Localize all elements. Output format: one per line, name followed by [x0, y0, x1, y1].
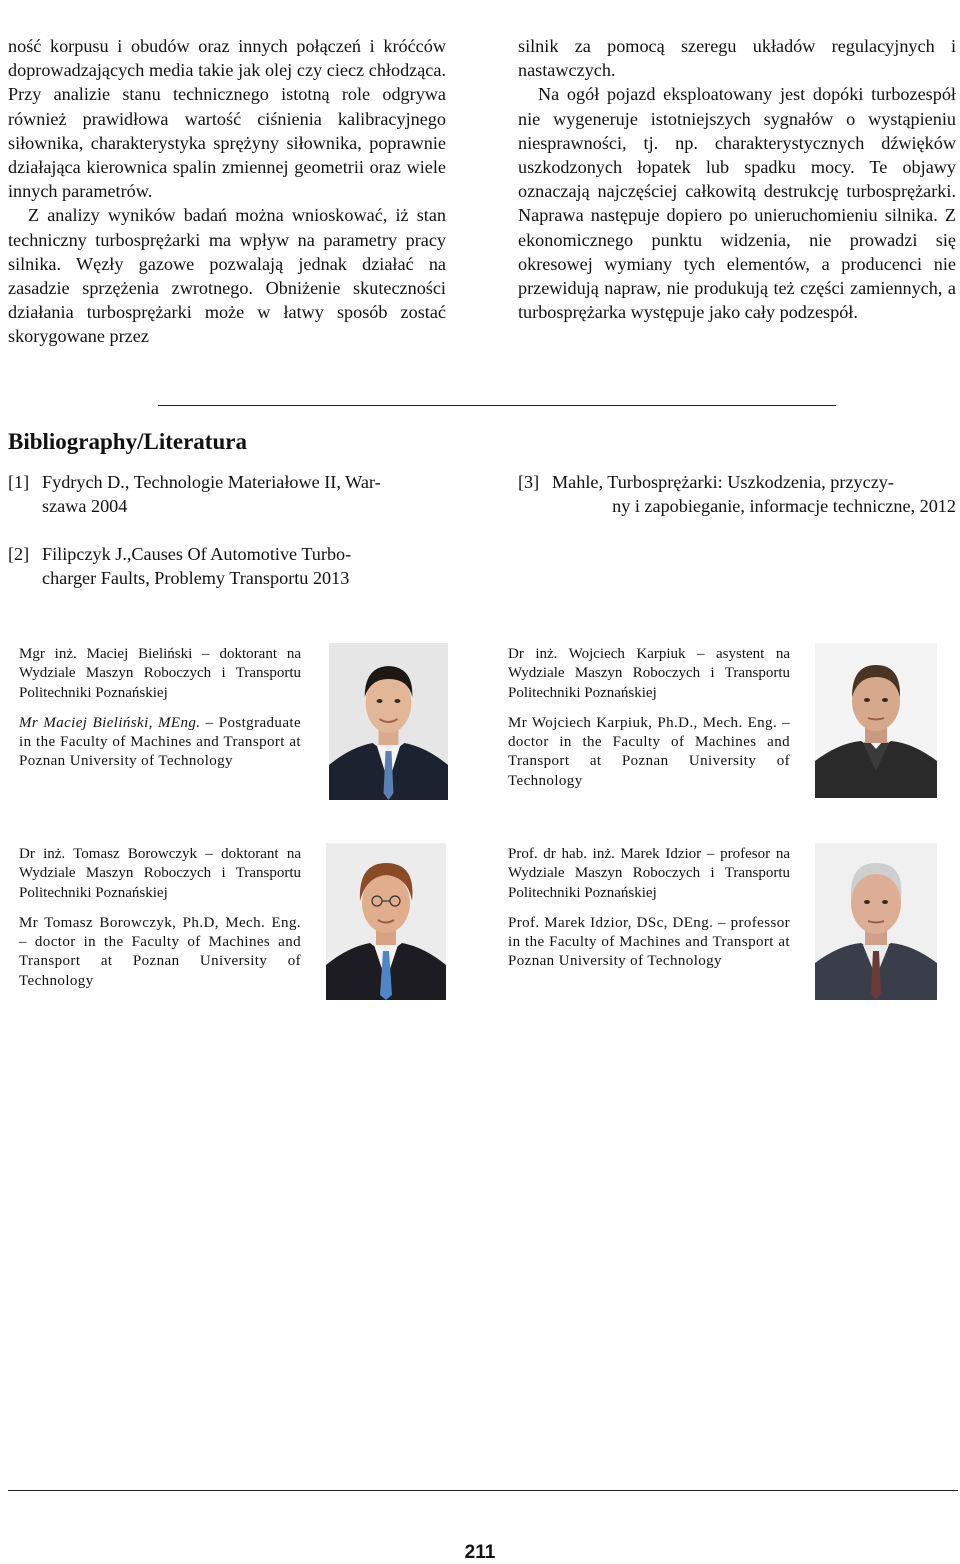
author-bio	[19, 645, 301, 772]
author-bio-english	[19, 714, 301, 772]
author-bio-polish: Mgr inż. Maciej Bieliński – doktorant na Wydziale Maszyn Roboczych i Transportu Politechniki Poznańskiej	[19, 646, 301, 701]
author-photo	[815, 643, 937, 798]
body-paragraph: ność korpusu i obudów oraz innych połączeń i króćców doprowadzających media takie jak olej czy ciecz chłodząca. Przy analizie stanu technicznego istotną role odgrywa również prawidłowa wartość ciśnienia kalibracyjnego siłownika, charakterystyka sprężyny siłownika, poprawnie działająca kierownica spalin zmiennej geometrii oraz wiele innych parametrów.	[8, 36, 446, 202]
bibliography-heading: Bibliography/Literatura	[8, 429, 247, 454]
author-bio-polish: Prof. dr hab. inż. Marek Idzior – profesor na Wydziale Maszyn Roboczych i Transportu Politechniki Poznańskiej	[508, 846, 790, 901]
body-paragraph: silnik za pomocą szeregu układów regulacyjnych i nastawczych.	[518, 36, 956, 81]
reference-text: Mahle, Turbosprężarki: Uszkodzenia, przyczy-	[552, 472, 894, 492]
reference-text: Filipczyk J.,Causes Of Automotive Turbo-	[42, 544, 352, 564]
author-bio-english	[508, 714, 790, 791]
author-bio-polish: Dr inż. Wojciech Karpiuk – asystent na Wydziale Maszyn Roboczych i Transportu Politechniki Poznańskiej	[508, 646, 790, 701]
body-paragraph: Na ogół pojazd eksploatowany jest dopóki turbozespół nie wygeneruje istotniejszych sygnałów o wystąpieniu niesprawności, tj. np. charakterystycznych dźwięków uszkodzonych łopatek lub spadku mocy. Te objawy oznaczają najczęściej całkowitą destrukcję turbosprężarki. Naprawa następuje dopiero po unieruchomieniu silnika. Z ekonomicznego punktu widzenia, nie prowadzi się okresowej wymiany tych elementów, a producenci nie przewidują napraw, nie produkują też części zamiennych, a turbosprężarka występuje jako cały podzespół.	[518, 84, 956, 323]
author-photo	[815, 843, 937, 1000]
reference-text: Fydrych D., Technologie Materiałowe II, War-	[42, 472, 381, 492]
author-photo	[329, 643, 448, 800]
author-bio-english	[508, 914, 790, 972]
author-bio-english-text: Prof. Marek Idzior, DSc, DEng. – professor in the Faculty of Machines and Transport at Poznan University of Technology	[508, 914, 790, 970]
body-paragraph: Z analizy wyników badań można wnioskować, iż stan techniczny turbosprężarki ma wpływ na parametry pracy silnika. Węzły gazowe pozwalają jednak działać na zasadzie sprzężenia zwrotnego. Obniżenie skuteczności działania turbosprężarki może w łatwy sposób zostać skorygowane przez	[8, 205, 446, 347]
author-bio-english-text: Mr Tomasz Borowczyk, Ph.D, Mech. Eng. – doctor in the Faculty of Machines and Transport at Poznan University of Technology	[19, 914, 301, 989]
reference-item	[8, 470, 448, 518]
reference-text-continued: charger Faults, Problemy Transportu 2013	[42, 568, 350, 589]
author-name-english: Mr Maciej Bieliński, MEng.	[19, 714, 201, 731]
reference-number: [1]	[8, 472, 30, 492]
footer-divider	[8, 1490, 958, 1491]
left-text-column	[8, 34, 446, 349]
author-bio	[19, 845, 301, 991]
reference-text-continued: szawa 2004	[42, 496, 128, 517]
reference-number: [2]	[8, 544, 30, 564]
author-photo	[326, 843, 446, 1000]
reference-text-continued: ny i zapobieganie, informacje techniczne, 2012	[612, 496, 956, 517]
reference-item	[8, 542, 448, 590]
author-bio	[508, 645, 790, 791]
page-number: 211	[464, 1542, 496, 1563]
author-bio-english-text: – Postgraduate in the Faculty of Machines and Transport at Poznan University of Technology	[19, 714, 301, 770]
author-bio-english-text: Mr Wojciech Karpiuk, Ph.D., Mech. Eng. – doctor in the Faculty of Machines and Transport at Poznan University of Technology	[508, 714, 790, 789]
reference-item	[518, 470, 956, 518]
right-text-column	[518, 34, 956, 324]
section-divider	[158, 405, 836, 406]
author-bio-polish: Dr inż. Tomasz Borowczyk – doktorant na Wydziale Maszyn Roboczych i Transportu Politechniki Poznańskiej	[19, 846, 301, 901]
author-bio-english	[19, 914, 301, 991]
author-bio	[508, 845, 790, 972]
reference-number: [3]	[518, 472, 540, 492]
